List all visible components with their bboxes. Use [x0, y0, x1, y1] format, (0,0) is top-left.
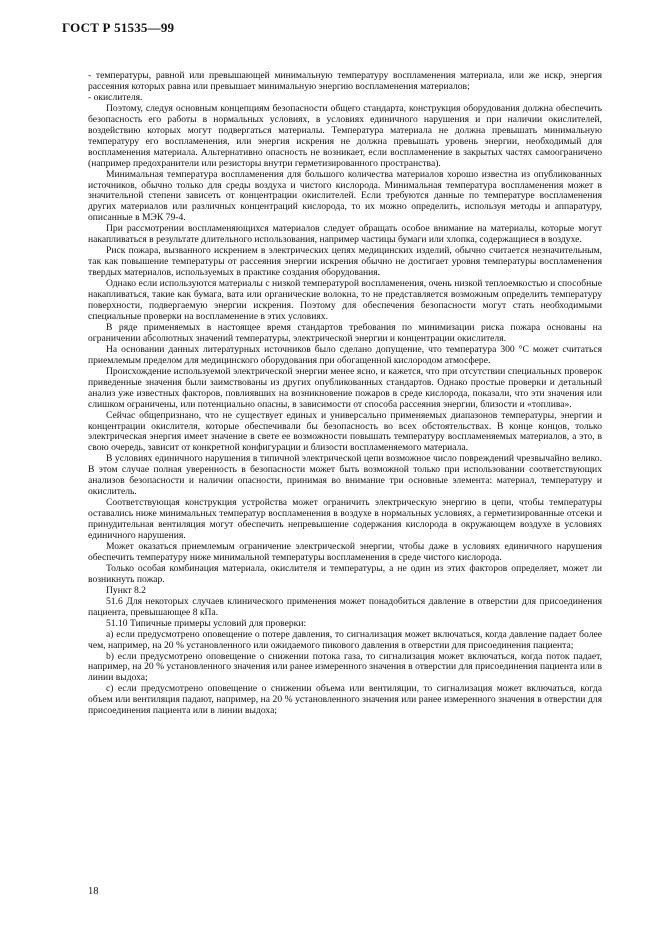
- paragraph: Происхождение используемой электрической энергии менее ясно, и кажется, что при отсутствии специальных проверок приведенные значения были заимствованы из других опубликованных стандартов. Однако простые проверки и детальный анализ уже известных факторов, повлиявших на возникновение пожаров в среде кислорода, показали, что эти значения или слишком ограничены, или потенциально опасны, в зависимости от способа рассеяния энергии, близости и «топлива».: [88, 365, 602, 410]
- document-header: ГОСТ Р 51535—99: [62, 20, 175, 35]
- paragraph: 51.10 Типичные примеры условий для проверки:: [106, 617, 307, 629]
- list-item: с) если предусмотрено оповещение о снижении объема или вентиляции, то сигнализация может включаться, когда объем или вентиляция падают, например, на 20 % установленного значения или ранее измеренного значения в отверстии для присоединения пациента или в линии выдоха;: [88, 683, 602, 717]
- paragraph: Минимальная температура воспламенения для большого количества материалов хорошо известна из опубликованных источников, обычно только для среды воздуха и чистого кислорода. Минимальная температура воспламенения может в значительной степени зависеть от концентрации окислителей. Если требуются данные по температуре воспламенения других материалов или различных концентраций кислорода, то их можно определить, используя методы и аппаратуру, описанные в МЭК 79-4.: [88, 168, 602, 224]
- paragraph: - окислителя.: [88, 91, 143, 103]
- paragraph: Только особая комбинация материала, окислителя и температуры, а не один из этих факторов определяет, может ли возникнуть пожар.: [88, 562, 602, 585]
- paragraph: - температуры, равной или превышающей минимальную температуру воспламенения материала, или же искр, энергия рассеяния которых равна или превышает минимальную энергию воспламенения материалов;: [88, 70, 602, 92]
- section-reference: Пункт 8.2: [106, 584, 146, 596]
- paragraph: Может оказаться приемлемым ограничение электрической энергии, чтобы даже в условиях единичного нарушения обеспечить температуру ниже минимальной температуры воспламенения в среде чистого кислорода.: [88, 540, 602, 563]
- list-item: а) если предусмотрено оповещение о потере давления, то сигнализация может включаться, когда давление падает более чем, например, на 20 % установленного или ожидаемого пикового давления в отверстии для присоединения пациента;: [88, 628, 602, 651]
- list-item: b) если предусмотрено оповещение о снижении потока газа, то сигнализация может включаться, когда поток падает, например, на 20 % установленного значения или ранее измеренного значения в отверстии для присоединения пациента или в линии выдоха;: [88, 650, 602, 684]
- paragraph: При рассмотрении воспламеняющихся материалов следует обращать особое внимание на материалы, которые могут накапливаться в результате длительного использования, например частицы бумаги или хлопка, содержащиеся в воздухе.: [88, 223, 602, 246]
- paragraph: В условиях единичного нарушения в типичной электрической цепи возможное число повреждений чрезвычайно велико. В этом случае полная уверенность в безопасности может быть возможной только при использовании соответствующих анализов безопасности и наличии опасности, принимая во внимание три основные элемента: материал, температуру и окислитель.: [88, 453, 602, 498]
- paragraph: Соответствующая конструкция устройства может ограничить электрическую энергию в цепи, чтобы температуры оставались ниже минимальных температур воспламенения в воздухе в нормальных условиях, а герметизированные отсеки и принудительная вентиляция могут обеспечить непревышение содержания кислорода в окружающем воздухе в условиях единичного нарушения.: [88, 497, 602, 542]
- paragraph: На основании данных литературных источников было сделано допущение, что температура 300 °С может считаться приемлемым пределом для медицинского оборудования при обогащенной кислородом атмосфере.: [88, 343, 602, 366]
- page-number: 18: [88, 886, 99, 897]
- paragraph: 51.6 Для некоторых случаев клинического применения может понадобиться давление в отверстии для присоединения пациента, превышающее 8 кПа.: [88, 595, 602, 618]
- paragraph: Поэтому, следуя основным концепциям безопасности общего стандарта, конструкция оборудования должна обеспечить безопасность его работы в нормальных условиях, в условиях единичного нарушения и при наличии окислителей, воздействию которых могут подвергаться материалы. Температура материала не должна превышать минимальную температуру его воспламенения, или энергия искрения не должна превышать уровень энергии, необходимый для воспламенения материала. Альтернативно опасность не возникает, если воспламенение в закрытых частях самоограничено (например предохранители или резисторы внутри герметизированного пространства).: [88, 102, 602, 169]
- paragraph: Сейчас общепризнано, что не существует единых и универсально применяемых диапазонов температуры, энергии и концентрации окислителя, которые обеспечивали бы безопасность во всех обстоятельствах. В конце концов, только электрическая энергия имеет значение в свете ее возможности повышать температуру воспламеняемых материалов, а это, в свою очередь, зависит от конкретной конфигурации и близости воспламеняемого материала.: [88, 409, 602, 454]
- document-body: [88, 71, 602, 717]
- paragraph: Однако если используются материалы с низкой температурой воспламенения, очень низкой теплоемкостью и способные накапливаться, такие как бумага, вата или органические волокна, то не представляется возможным определить температуру поверхности, подвергаемую энергии искрения. Поэтому для обеспечения безопасности могут стать необходимыми специальные проверки на воспламенение в этих условиях.: [88, 278, 602, 322]
- paragraph: Риск пожара, вызванного искрением в электрических цепях медицинских изделий, обычно считается незначительным, так как повышение температуры от рассеяния энергии искрения обычно не достигает уровня температуры воспламенения твердых материалов, используемых в практике создания оборудования.: [88, 245, 602, 279]
- paragraph: В ряде применяемых в настоящее время стандартов требования по минимизации риска пожара основаны на ограничении абсолютных значений температуры, электрической энергии и концентрации окислителя.: [88, 321, 602, 344]
